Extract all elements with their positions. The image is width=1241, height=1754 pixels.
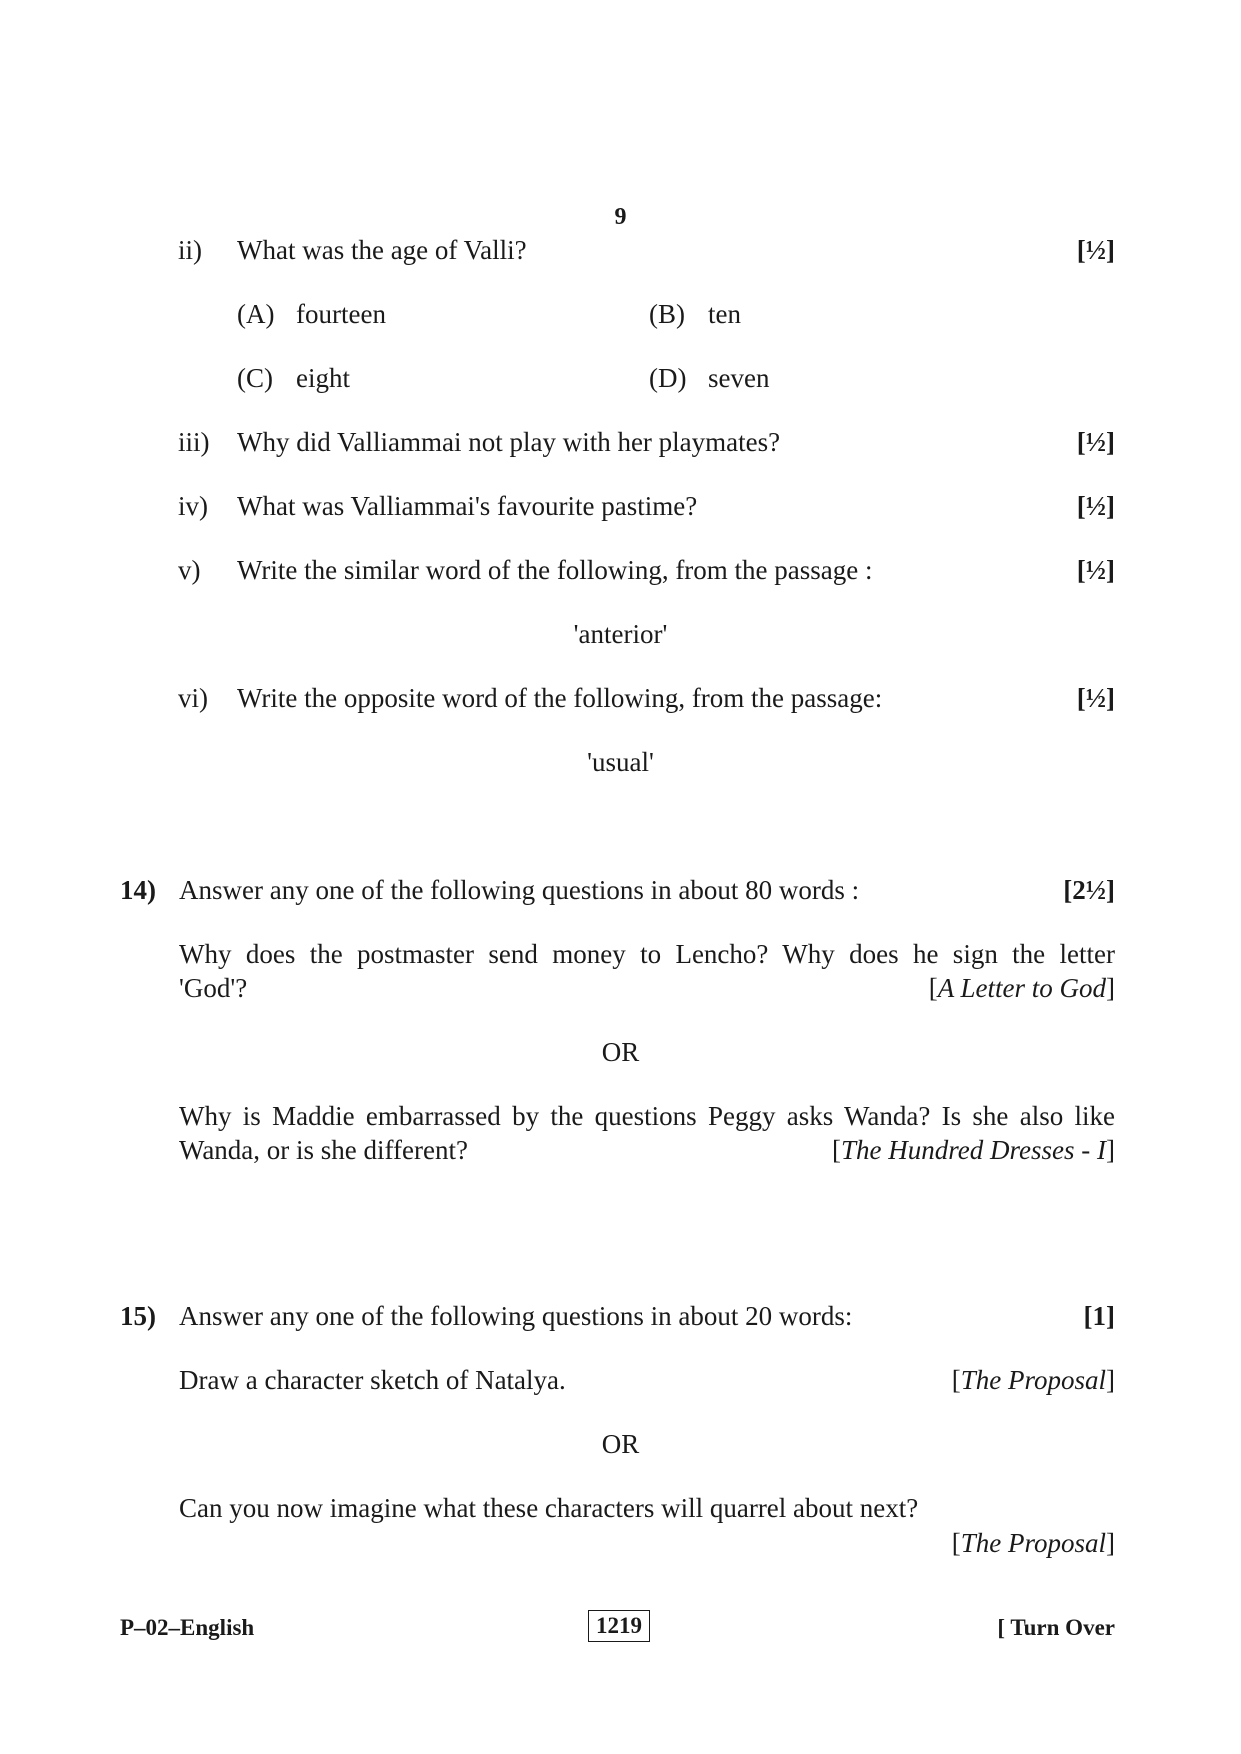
vocabulary-word: 'usual' [587, 747, 654, 777]
option-label: (B) [649, 299, 685, 329]
option-label: (A) [237, 299, 275, 329]
option-text: ten [708, 299, 741, 329]
question-number: iv) [178, 491, 208, 521]
source-citation: [The Proposal] [951, 1528, 1115, 1558]
source-title: The Proposal [960, 1365, 1106, 1395]
question-text: Answer any one of the following questions in about 20 words: [179, 1301, 853, 1331]
question-text: Write the similar word of the following, from the passage : [237, 555, 873, 585]
or-separator: OR [601, 1037, 640, 1067]
marks: [½] [1076, 491, 1115, 521]
source-citation: [A Letter to God] [928, 973, 1115, 1003]
question-option-line: Why is Maddie embarrassed by the questions Peggy asks Wanda? Is she also like [179, 1101, 1115, 1131]
source-title: The Hundred Dresses - I [841, 1135, 1106, 1165]
source-title: The Proposal [960, 1528, 1106, 1558]
question-number: vi) [178, 683, 208, 713]
source-title: A Letter to God [937, 973, 1106, 1003]
marks: [1] [1083, 1301, 1115, 1331]
option-text: eight [296, 363, 350, 393]
marks: [½] [1076, 235, 1115, 265]
question-option-line: Can you now imagine what these characters will quarrel about next? [179, 1493, 919, 1523]
question-text: Why did Valliammai not play with her playmates? [237, 427, 781, 457]
question-option-line: 'God'? [179, 973, 248, 1003]
question-number: 14) [120, 875, 156, 905]
marks: [½] [1076, 427, 1115, 457]
source-citation: [The Hundred Dresses - I] [832, 1135, 1115, 1165]
question-text: Write the opposite word of the following, from the passage: [237, 683, 883, 713]
marks: [½] [1076, 555, 1115, 585]
or-separator: OR [601, 1429, 640, 1459]
page-number: 9 [614, 204, 627, 230]
marks: [2½] [1063, 875, 1115, 905]
vocabulary-word: 'anterior' [573, 619, 668, 649]
footer-paper-code: P–02–English [120, 1615, 255, 1640]
question-text: Answer any one of the following questions in about 80 words : [179, 875, 860, 905]
question-number: ii) [178, 235, 202, 265]
question-option-line: Why does the postmaster send money to Lencho? Why does he sign the letter [179, 939, 1115, 969]
option-text: fourteen [296, 299, 386, 329]
question-option-line: Wanda, or is she different? [179, 1135, 468, 1165]
question-text: What was Valliammai's favourite pastime? [237, 491, 698, 521]
question-number: 15) [120, 1301, 156, 1331]
option-label: (C) [237, 363, 273, 393]
source-citation: [The Proposal] [951, 1365, 1115, 1395]
question-option-line: Draw a character sketch of Natalya. [179, 1365, 566, 1395]
question-number: iii) [178, 427, 210, 457]
footer-turn-over: [ Turn Over [997, 1615, 1115, 1640]
footer-code-box: 1219 [588, 1610, 650, 1642]
marks: [½] [1076, 683, 1115, 713]
question-number: v) [178, 555, 201, 585]
option-text: seven [708, 363, 770, 393]
question-text: What was the age of Valli? [237, 235, 527, 265]
option-label: (D) [649, 363, 687, 393]
